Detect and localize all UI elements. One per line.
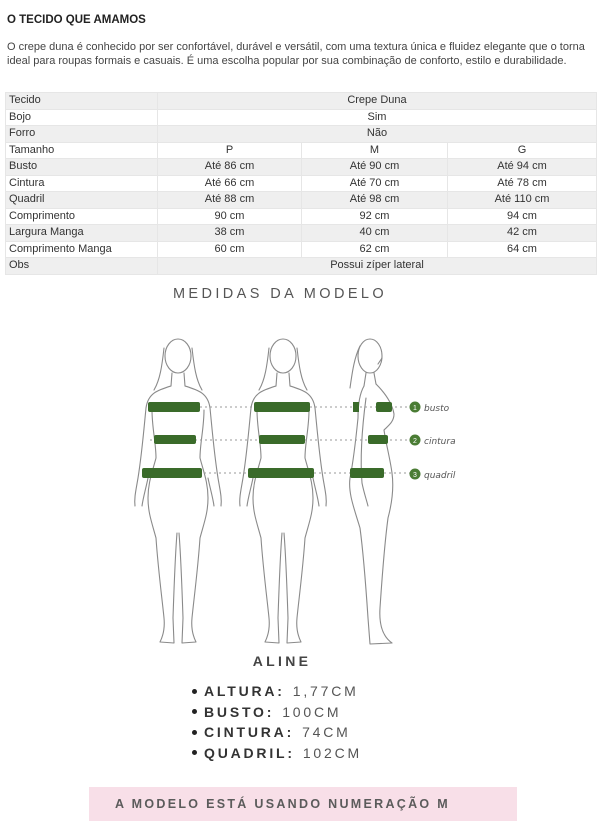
size-cell: Até 70 cm xyxy=(302,175,448,192)
legend-label-cintura: cintura xyxy=(424,437,456,447)
size-cell: Até 86 cm xyxy=(158,159,302,176)
bullet-icon xyxy=(192,709,197,714)
legend-label-quadril: quadril xyxy=(424,471,456,481)
size-cell: 92 cm xyxy=(302,208,448,225)
row-value: Não xyxy=(158,126,597,143)
measure-key: ALTURA: xyxy=(204,683,285,699)
row-label: Busto xyxy=(6,159,158,176)
row-label: Quadril xyxy=(6,192,158,209)
banner-text: A MODELO ESTÁ USANDO NUMERAÇÃO M xyxy=(115,797,450,811)
legend-number: 2 xyxy=(413,438,417,445)
table-row xyxy=(6,241,597,258)
model-size-banner xyxy=(89,787,517,821)
bullet-icon xyxy=(192,689,197,694)
table-row xyxy=(6,208,597,225)
size-cell: Até 110 cm xyxy=(448,192,597,209)
size-cell: P xyxy=(158,142,302,159)
measure-value: 100CM xyxy=(282,703,342,720)
size-cell: Até 66 cm xyxy=(158,175,302,192)
row-label: Obs xyxy=(6,258,158,275)
size-table xyxy=(5,92,597,275)
row-value: Possui zíper lateral xyxy=(158,258,597,275)
size-cell: 94 cm xyxy=(448,208,597,225)
section-title: O TECIDO QUE AMAMOS xyxy=(7,14,146,26)
size-cell: Até 90 cm xyxy=(302,159,448,176)
size-cell: 90 cm xyxy=(158,208,302,225)
list-item xyxy=(192,743,362,764)
measure-key: BUSTO: xyxy=(204,703,275,720)
measure-value: 102CM xyxy=(302,744,362,761)
list-item xyxy=(192,702,362,723)
row-label: Cintura xyxy=(6,175,158,192)
size-cell: Até 88 cm xyxy=(158,192,302,209)
row-value: Sim xyxy=(158,109,597,126)
row-label: Tecido xyxy=(6,93,158,110)
bullet-icon xyxy=(192,750,197,755)
table-row xyxy=(6,192,597,209)
row-label: Tamanho xyxy=(6,142,158,159)
size-cell: 64 cm xyxy=(448,241,597,258)
table-row xyxy=(6,175,597,192)
table-row xyxy=(6,258,597,275)
list-item xyxy=(192,722,362,743)
row-label: Largura Manga xyxy=(6,225,158,242)
model-measurements-heading: MEDIDAS DA MODELO xyxy=(172,286,388,302)
table-row xyxy=(6,225,597,242)
row-label: Forro xyxy=(6,126,158,143)
row-label: Bojo xyxy=(6,109,158,126)
size-cell: 42 cm xyxy=(448,225,597,242)
row-label: Comprimento xyxy=(6,208,158,225)
legend-label-busto: busto xyxy=(424,404,450,414)
legend-number: 1 xyxy=(413,405,417,412)
measure-key: QUADRIL: xyxy=(204,744,295,761)
model-measures-list xyxy=(192,681,362,763)
row-label: Comprimento Manga xyxy=(6,241,158,258)
legend xyxy=(410,402,456,482)
list-item xyxy=(192,681,362,702)
size-cell: 40 cm xyxy=(302,225,448,242)
measure-value: 1,77CM xyxy=(292,683,359,699)
size-cell: 60 cm xyxy=(158,241,302,258)
size-cell: Até 94 cm xyxy=(448,159,597,176)
body-measurement-illustration xyxy=(0,300,600,650)
measure-value: 74CM xyxy=(302,724,351,740)
fabric-description: O crepe duna é conhecido por ser confortável, durável e versátil, com uma textura única e fluidez elegante que o torna ideal para roupas formais e casuais. É uma escolha popular por sua combinação de conforto, estilo e durabilidade. xyxy=(7,41,585,67)
table-row xyxy=(6,142,597,159)
table-row xyxy=(6,109,597,126)
row-value: Crepe Duna xyxy=(158,93,597,110)
legend-number: 3 xyxy=(413,472,417,479)
size-cell: Até 78 cm xyxy=(448,175,597,192)
model-name: ALINE xyxy=(252,653,312,669)
table-row xyxy=(6,93,597,110)
size-cell: M xyxy=(302,142,448,159)
size-cell: 38 cm xyxy=(158,225,302,242)
size-cell: Até 98 cm xyxy=(302,192,448,209)
size-cell: G xyxy=(448,142,597,159)
size-cell: 62 cm xyxy=(302,241,448,258)
measure-key: CINTURA: xyxy=(204,724,295,740)
table-row xyxy=(6,126,597,143)
bullet-icon xyxy=(192,730,197,735)
table-row xyxy=(6,159,597,176)
